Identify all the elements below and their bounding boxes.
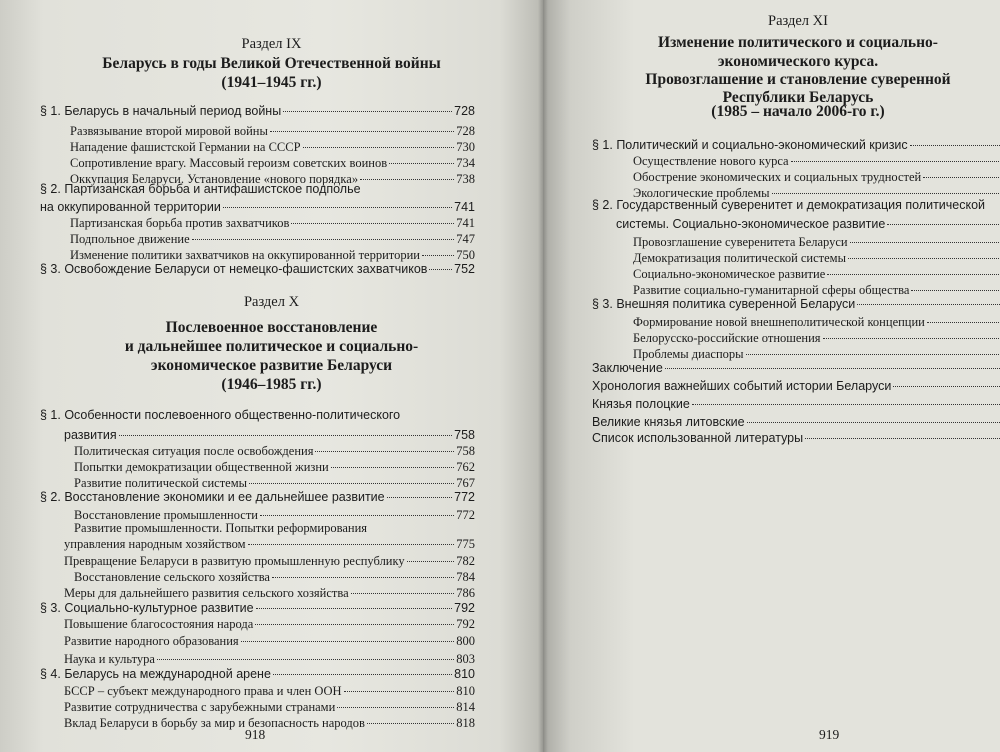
toc-entry: Восстановление сельского хозяйства 784	[74, 570, 475, 584]
toc-entry: § 3. Социально-культурное развитие 792	[40, 601, 475, 615]
toc-entry: § 3. Внешняя политика суверенной Беларуси	[592, 297, 1000, 311]
back-matter-entry: Список использованной литературы	[592, 431, 1000, 445]
toc-entry: Осуществление нового курса	[633, 154, 1000, 169]
right-page	[543, 0, 1000, 752]
toc-entry: управления народным хозяйством 775	[64, 537, 475, 551]
section-x-title-line: (1946–1985 гг.)	[221, 376, 322, 393]
section-xi-title-line: Республики Беларусь	[722, 89, 874, 106]
back-matter-entry: Князья полоцкие	[592, 397, 1000, 411]
section-ix-title-line: (1941–1945 гг.)	[221, 74, 322, 91]
toc-entry: Проблемы диаспоры	[633, 347, 1000, 362]
toc-entry: Вклад Беларуси в борьбу за мир и безопасность народов 818	[64, 716, 475, 730]
section-ix-label: Раздел IX	[241, 36, 302, 52]
toc-entry-line: § 2. Государственный суверенитет и демократизация политической	[592, 198, 986, 212]
toc-entry: § 3. Освобождение Беларуси от немецко-фашистских захватчиков 752	[40, 262, 475, 276]
back-matter-entry: Великие князья литовские	[592, 415, 1000, 429]
toc-entry: § 1. Беларусь в начальный период войны 728	[40, 104, 475, 118]
toc-entry: Нападение фашистской Германии на СССР 730	[70, 140, 475, 154]
toc-entry: Восстановление промышленности 772	[74, 508, 475, 522]
back-matter-entry: Заключение	[592, 361, 1000, 375]
toc-entry-line: Развитие промышленности. Попытки реформирования	[74, 521, 368, 535]
toc-entry: § 4. Беларусь на международной арене 810	[40, 667, 475, 681]
section-x-label: Раздел X	[243, 294, 300, 310]
toc-entry-line: § 2. Партизанская борьба и антифашистское подполье	[40, 182, 361, 196]
toc-entry: развития 758	[64, 428, 475, 442]
toc-entry: Партизанская борьба против захватчиков 741	[70, 216, 475, 230]
toc-entry: Социально-экономическое развитие	[633, 267, 1000, 282]
toc-entry: Развитие социально-гуманитарной сферы общества	[633, 283, 1000, 298]
toc-entry: БССР – субъект международного права и член ООН 810	[64, 684, 475, 698]
toc-entry: на оккупированной территории 741	[40, 200, 475, 214]
book-spine-shadow	[538, 0, 548, 752]
back-matter-entry: Хронология важнейших событий истории Беларуси	[592, 379, 1000, 393]
toc-entry: § 2. Восстановление экономики и ее дальнейшее развитие 772	[40, 490, 475, 504]
toc-entry: Развитие сотрудничества с зарубежными странами 814	[64, 700, 475, 714]
toc-entry: Оккупация Беларуси. Установление «нового порядка» 738	[70, 172, 475, 186]
toc-entry: Демократизация политической системы	[633, 251, 1000, 266]
toc-entry: Меры для дальнейшего развития сельского хозяйства 786	[64, 586, 475, 600]
section-xi-title-line: экономического курса.	[717, 53, 879, 70]
section-xi-title-line: (1985 – начало 2006-го г.)	[711, 103, 885, 120]
toc-entry: § 1. Политический и социально-экономический кризис	[592, 138, 1000, 152]
section-x-title-line: экономическое развитие Беларуси	[150, 357, 393, 374]
toc-entry: Превращение Беларуси в развитую промышленную республику 782	[64, 554, 475, 568]
toc-entry: Наука и культура 803	[64, 652, 475, 666]
toc-entry: Политическая ситуация после освобождения 758	[74, 444, 475, 458]
page-number: 919	[819, 727, 840, 742]
toc-entry: Развязывание второй мировой войны 728	[70, 124, 475, 138]
toc-entry: Развитие политической системы 767	[74, 476, 475, 490]
toc-entry: Белорусско-российские отношения	[633, 331, 1000, 346]
toc-entry: Сопротивление врагу. Массовый героизм советских воинов 734	[70, 156, 475, 170]
page-number: 918	[245, 727, 266, 742]
section-xi-label: Раздел XI	[768, 13, 828, 29]
section-xi-title-line: Провозглашение и становление суверенной	[645, 71, 951, 88]
toc-entry: Попытки демократизации общественной жизни 762	[74, 460, 475, 474]
toc-entry: Провозглашение суверенитета Беларуси	[633, 235, 1000, 250]
toc-entry: Развитие народного образования 800	[64, 634, 475, 648]
toc-entry: Подпольное движение 747	[70, 232, 475, 246]
toc-entry: Повышение благосостояния народа 792	[64, 617, 475, 631]
section-ix-title-line: Беларусь в годы Великой Отечественной войны	[102, 55, 441, 72]
toc-entry: Экологические проблемы	[633, 186, 1000, 201]
section-x-title-line: и дальнейшее политическое и социально-	[124, 338, 419, 355]
toc-entry-line: § 1. Особенности послевоенного общественно-политического	[40, 408, 401, 422]
toc-entry: системы. Социально-экономическое развитие	[616, 217, 1000, 231]
section-xi-title-line: Изменение политического и социально-	[658, 34, 938, 51]
toc-entry: Формирование новой внешнеполитической концепции	[633, 315, 1000, 330]
toc-entry: Изменение политики захватчиков на оккупированной территории 750	[70, 248, 475, 262]
section-x-title-line: Послевоенное восстановление	[165, 319, 378, 336]
toc-entry: Обострение экономических и социальных трудностей	[633, 170, 1000, 185]
